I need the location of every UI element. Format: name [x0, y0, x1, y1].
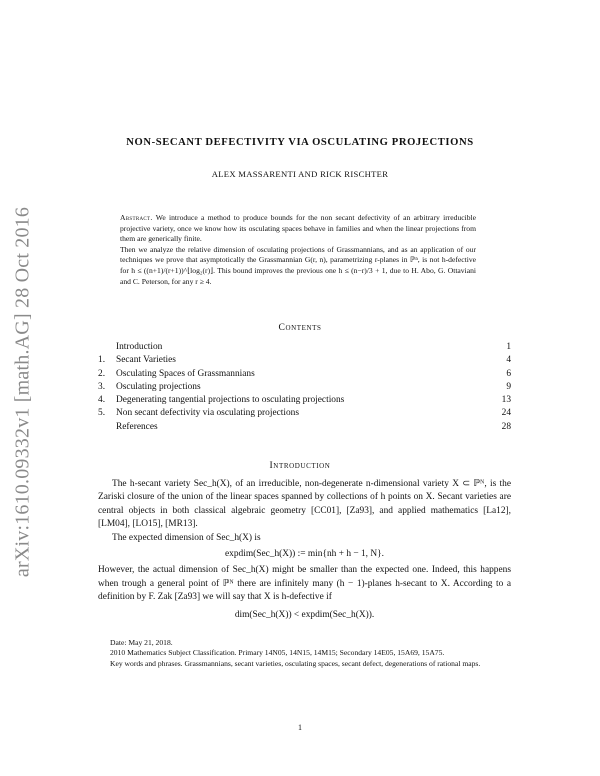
footnote-keywords: Key words and phrases. Grassmannians, secant varieties, osculating spaces, secant defect, degenerations of rational maps. — [110, 658, 481, 668]
toc-entry[interactable] — [98, 341, 511, 354]
paper-title: NON-SECANT DEFECTIVITY VIA OSCULATING PROJECTIONS — [126, 137, 474, 148]
toc-entry-page: 28 — [501, 421, 511, 432]
abstract-label: Abstract. — [120, 213, 153, 222]
toc-entry-page: 4 — [506, 355, 511, 366]
toc-entry-title: Introduction — [116, 342, 163, 352]
table-of-contents — [98, 341, 511, 434]
arxiv-stamp — [6, 0, 40, 776]
toc-entry-title: Osculating projections — [116, 381, 201, 392]
footnote-msc: 2010 Mathematics Subject Classification. Primary 14N05, 14N15, 14M15; Secondary 14E05, 15A69, 15A75. — [110, 648, 445, 658]
page-number: 1 — [298, 723, 302, 732]
abstract-text-1: We introduce a method to produce bounds for the non secant defectivity of an arbitrary irreducible projective variety, once we know how its osculating spaces behave in families and when the linear projections from them are generically finite. — [120, 213, 476, 244]
toc-entry-title: Non secant defectivity via osculating projections — [116, 408, 300, 419]
intro-paragraph-3: However, the actual dimension of Sec_h(X) might be smaller than the expected one. Indeed, this happens when trough a general point of ℙᴺ there are infinitely many (h − 1)-planes h-secant to X. According to a definition by F. Zak [Za93] we will say that X is h-defective if — [98, 565, 511, 603]
intro-paragraph-1: The h-secant variety Sec_h(X), of an irreducible, non-degenerate n-dimensional variety X ⊂ ℙᴺ, is the Zariski closure of the union of the linear spaces spanned by collections of h points on X. Secant varieties are central objects in both classical algebraic geometry [CC01], [Za93], and applied mathematics [La12], [LM04], [LO15], [MR13]. — [98, 479, 511, 530]
toc-entry-title: References — [116, 421, 158, 432]
toc-entry-page: 1 — [506, 342, 511, 352]
expected-dimension-equation: expdim(Sec_h(X)) := min{nh + h − 1, N}. — [225, 549, 384, 560]
footnote-date: Date: May 21, 2018. — [110, 638, 173, 647]
toc-entry-number: 2. — [98, 368, 106, 379]
toc-entry-title: Secant Varieties — [116, 355, 176, 366]
toc-entry[interactable] — [98, 368, 511, 381]
toc-entry-page: 24 — [501, 408, 511, 419]
abstract-paragraph-2: Then we analyze the relative dimension of osculating projections of Grassmannians, and as an application of our techniques we prove that asymptotically the Grassmannian G(r, n), parametrizing r-planes in ℙⁿ, is not h-defective for h ≤ ((n+1)/(r+1))^⌊log₂(r)⌋. This bound improves the previous one h ≤ (n−r)/3 + 1, due to H. Abo, G. Ottaviani and C. Peterson, for any r ≥ 4. — [120, 244, 476, 286]
abstract — [120, 213, 476, 287]
defectivity-equation: dim(Sec_h(X)) < expdim(Sec_h(X)). — [234, 609, 375, 620]
toc-entry-number: 4. — [98, 395, 106, 406]
toc-entry-title: Osculating Spaces of Grassmannians — [116, 368, 255, 379]
toc-entry[interactable] — [98, 381, 511, 394]
toc-entry[interactable] — [98, 354, 511, 367]
contents-heading: Contents — [278, 322, 322, 333]
toc-entry-number: 5. — [98, 408, 106, 419]
toc-entry[interactable] — [98, 394, 511, 407]
toc-entry[interactable] — [98, 421, 511, 434]
introduction-body — [98, 478, 511, 622]
toc-entry-number: 1. — [98, 355, 106, 366]
toc-entry-page: 6 — [506, 368, 511, 379]
paper-authors: ALEX MASSARENTI AND RICK RISCHTER — [211, 169, 389, 179]
toc-entry-page: 13 — [501, 395, 511, 406]
toc-entry[interactable] — [98, 407, 511, 420]
footnotes — [98, 638, 511, 669]
toc-entry-number: 3. — [98, 381, 106, 392]
introduction-heading: Introduction — [269, 460, 331, 471]
toc-entry-page: 9 — [506, 381, 511, 392]
arxiv-stamp-text: arXiv:1610.09332v1 [math.AG] 28 Oct 2016 — [11, 206, 34, 578]
abstract-paragraph-1 — [120, 213, 476, 245]
intro-paragraph-2: The expected dimension of Sec_h(X) is — [112, 532, 261, 543]
toc-entry-title: Degenerating tangential projections to osculating projections — [116, 395, 345, 406]
